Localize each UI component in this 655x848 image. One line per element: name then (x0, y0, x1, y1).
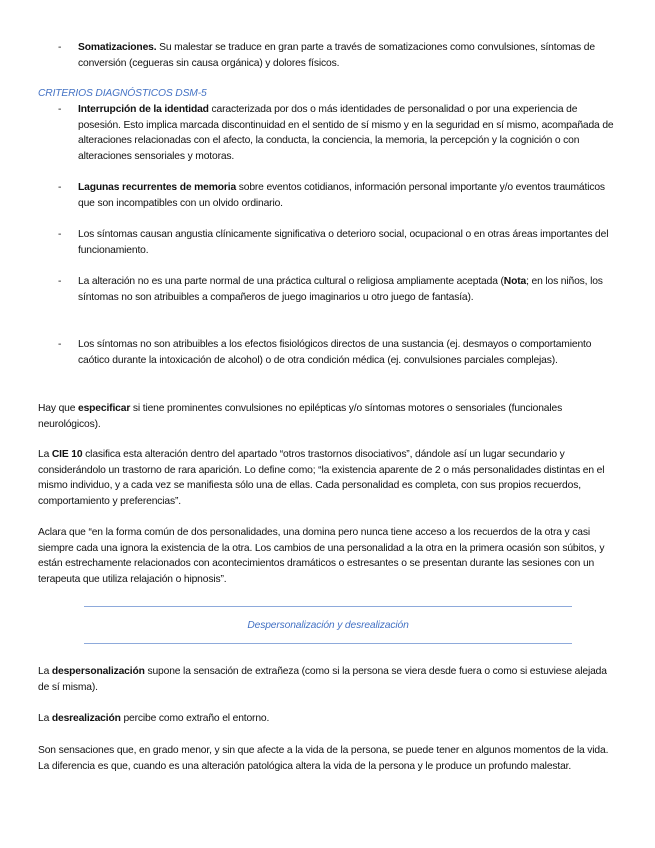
bullet-body-before: La alteración no es una parte normal de una práctica cultural o religiosa ampliamente aceptada ( (78, 276, 504, 287)
cie10-paragraph (38, 447, 620, 509)
bullet-bold-note: Nota (503, 276, 527, 287)
bullet-dash: - (58, 42, 62, 53)
bullet-bold-term: Interrupción de la identidad (78, 104, 209, 115)
paragraph-text: Hay que (38, 403, 79, 414)
bullet-body: Su malestar se traduce en gran parte a través de somatizaciones como convulsiones, síntomas de conversión (cegueras sin causa orgánica) y dolores físicos. (78, 42, 595, 69)
divider-top (84, 606, 572, 607)
bullet-dash: - (58, 339, 62, 350)
paragraph-text: La (38, 713, 52, 724)
bold-term: especificar (78, 403, 131, 414)
specify-paragraph (38, 401, 620, 432)
bold-term: desrealización (51, 713, 121, 724)
paragraph-text: si tiene prominentes convulsiones no epilépticas y/o síntomas motores o sensoriales (funcionales neurológicos). (38, 403, 563, 430)
bold-term: despersonalización (51, 666, 145, 677)
paragraph-text: clasifica esta alteración dentro del apartado “otros trastornos disociativos”, dándole así un lugar secundario y considerándolo un trastorno de rara aparición. Lo define como; “la existencia aparente de 2 o más personalidades distintas en el mismo individuo, y a cada vez se manifiesta sólo una de ellas. Cada personalidad es completa, con sus propios recuerdos, comportamiento y preferencias”. (38, 449, 605, 507)
derealization-paragraph (38, 711, 620, 727)
depersonalization-paragraph (38, 664, 620, 695)
bullet-bold-term: Lagunas recurrentes de memoria (78, 182, 237, 193)
bullet-dash: - (58, 104, 62, 115)
paragraph-text: La (38, 449, 52, 460)
bullet-text (78, 180, 618, 211)
section-subheading: Despersonalización y desrealización (247, 620, 409, 631)
paragraph-text: supone la sensación de extrañeza (como si la persona se viera desde fuera o como si estuviese alejada de sí misma). (38, 666, 607, 693)
bullet-dash: - (58, 276, 62, 287)
bullet-text (78, 274, 618, 305)
bullet-body-after: ; en los niños, los síntomas no son atribuibles a compañeros de juego imaginarios u otro juego de fantasía). (78, 276, 603, 303)
sensations-paragraph: Son sensaciones que, en grado menor, y sin que afecte a la vida de la persona, se puede tener en algunos momentos de la vida. La diferencia es que, cuando es una alteración patológica altera la vida de la persona y le produce un profundo malestar. (38, 745, 609, 772)
clarifies-paragraph: Aclara que “en la forma común de dos personalidades, una domina pero nunca tiene acceso a los recuerdos de la otra y casi siempre cada una ignora la existencia de la otra. Los cambios de una personalidad a la otra en la primera ocasión son súbitos, y están estrechamente relacionados con acontecimientos dramáticos o estresantes o se presentan durante las sesiones con un terapeuta que utiliza relajación o hipnosis”. (38, 527, 605, 585)
bullet-body: caracterizada por dos o más identidades de personalidad o por una experiencia de posesión. Esto implica marcada discontinuidad en el sentido de sí mismo y en la seguridad en sí mismo, acompañada de alteraciones relacionadas con el afecto, la conducta, la conciencia, la memoria, la percepción y la cognición o con alteraciones sensoriales y motoras. (78, 104, 614, 162)
bullet-dash: - (58, 229, 62, 240)
bullet-dash: - (58, 182, 62, 193)
dsm5-criteria-heading: CRITERIOS DIAGNÓSTICOS DSM-5 (38, 88, 207, 99)
bullet-bold-term: Somatizaciones. (78, 42, 157, 53)
bullet-text: Los síntomas causan angustia clínicamente significativa o deterioro social, ocupacional o en otras áreas importantes del funcionamiento. (78, 229, 609, 256)
divider-bottom (84, 643, 572, 644)
bullet-body: sobre eventos cotidianos, información personal importante y/o eventos traumáticos que son incompatibles con un olvido ordinario. (78, 182, 605, 209)
bold-term: CIE 10 (51, 449, 83, 460)
bullet-text (78, 102, 618, 164)
bullet-text: Los síntomas no son atribuibles a los efectos fisiológicos directos de una sustancia (ej. desmayos o comportamiento caótico durante la intoxicación de alcohol) o de otra condición médica (ej. convulsiones parciales complejas). (78, 339, 592, 366)
paragraph-text: La (38, 666, 52, 677)
bullet-text (78, 40, 618, 71)
paragraph-text: percibe como extraño el entorno. (120, 713, 270, 724)
